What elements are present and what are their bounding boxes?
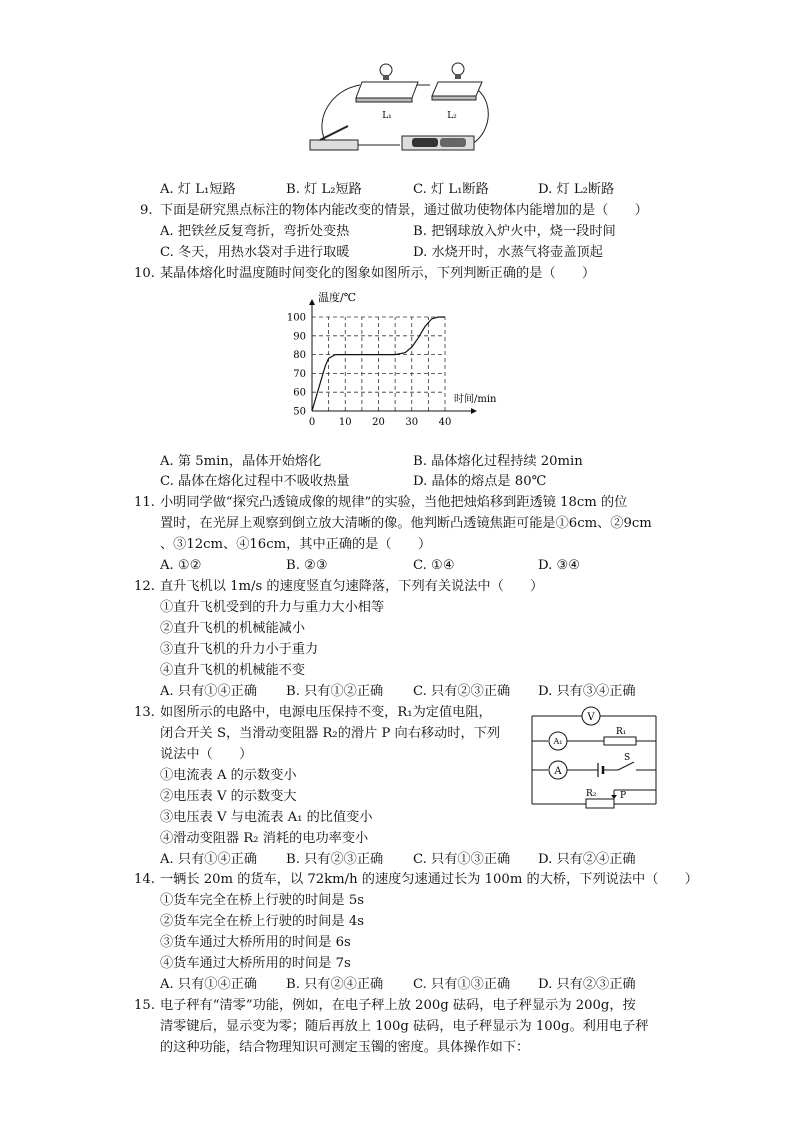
q13-option-a: A. 只有①④正确 [160, 852, 258, 867]
q10-option-c: C. 晶体在熔化过程中不吸收热量 [160, 474, 350, 489]
melting-temperature-chart [282, 285, 514, 435]
svg-text:A: A [554, 766, 562, 777]
x-axis-arrow-icon [471, 408, 477, 414]
q10-option-b: B. 晶体熔化过程持续 20min [413, 454, 583, 469]
x-tick-label-20: 20 [372, 417, 385, 428]
q12-item-4: ④直升飞机的机械能不变 [160, 663, 306, 678]
q11-option-a: A. ①② [160, 558, 202, 573]
q10-option-a: A. 第 5min，晶体开始熔化 [160, 454, 322, 469]
svg-text:R₁: R₁ [616, 727, 627, 737]
q10-stem: 某晶体熔化时温度随时间变化的图象如图所示，下列判断正确的是（ ） [160, 266, 596, 281]
chart-grid [312, 317, 445, 411]
label-l1: L₁ [382, 111, 392, 121]
y-tick-label-60: 60 [293, 387, 306, 399]
q8-option-d: D. 灯 L₂断路 [538, 182, 615, 197]
q14-item-4: ④货车通过大桥所用的时间是 7s [160, 956, 351, 971]
q11-number: 11. [134, 495, 155, 510]
lamp-l1-icon [380, 64, 392, 76]
q12-item-3: ③直升飞机的升力小于重力 [160, 642, 319, 657]
q12-option-c: C. 只有②③正确 [413, 684, 511, 699]
y-tick-label-90: 90 [293, 331, 306, 343]
switch-s-icon [618, 762, 634, 770]
chart-axes [309, 299, 477, 414]
q9-option-c: C. 冬天，用热水袋对手进行取暖 [160, 245, 350, 260]
x-axis-label: 时间/min [454, 394, 497, 405]
svg-text:V: V [587, 712, 595, 723]
q8-circuit-figure [300, 60, 500, 160]
label-l2: L₂ [447, 111, 457, 121]
lamp-l2-icon [452, 63, 464, 75]
q13-line-1: 如图所示的电路中，电源电压保持不变，R₁为定值电阻， [160, 705, 492, 720]
q9-stem: 下面是研究黑点标注的物体内能改变的情景，通过做功使物体内能增加的是（ ） [160, 203, 648, 218]
q11-option-b: B. ②③ [286, 558, 328, 573]
y-tick-label-100: 100 [286, 312, 306, 324]
x-tick-label-40: 40 [438, 417, 452, 428]
q13-item-2: ②电压表 V 的示数变大 [160, 789, 297, 804]
svg-text:R₂: R₂ [586, 789, 597, 799]
svg-text:A₁: A₁ [553, 737, 563, 746]
q11-option-c: C. ①④ [413, 558, 455, 573]
q13-option-d: D. 只有②④正确 [538, 852, 636, 867]
q15-line-3: 的这种功能，结合物理知识可测定玉镯的密度。具体操作如下： [160, 1040, 530, 1055]
q8-option-b: B. 灯 L₂短路 [286, 182, 362, 197]
x-tick-label-0: 0 [308, 417, 316, 428]
q10-number: 10. [134, 266, 155, 281]
q12-number: 12. [134, 579, 155, 594]
q9-option-a: A. 把铁丝反复弯折，弯折处变热 [160, 224, 350, 239]
x-tick-label-10: 10 [338, 417, 352, 428]
q12-option-d: D. 只有③④正确 [538, 684, 636, 699]
y-axis-label: 温度/℃ [318, 291, 357, 304]
q15-line-1: 电子秤有“清零”功能，例如，在电子秤上放 200g 砝码，电子秤显示为 200g，按 [160, 998, 636, 1013]
svg-text:S: S [624, 753, 631, 763]
q12-option-b: B. 只有①②正确 [286, 684, 384, 699]
q13-option-b: B. 只有②③正确 [286, 852, 384, 867]
q14-item-1: ①货车完全在桥上行驶的时间是 5s [160, 893, 364, 908]
q12-option-a: A. 只有①④正确 [160, 684, 258, 699]
q14-option-d: D. 只有②③正确 [538, 977, 636, 992]
y-axis-arrow-icon [309, 299, 315, 305]
svg-text:P: P [620, 791, 627, 801]
q10-option-d: D. 晶体的熔点是 80℃ [413, 474, 547, 489]
q11-line-3: 、③12cm、④16cm，其中正确的是（ ） [160, 537, 432, 552]
resistor-r1-icon [604, 737, 636, 745]
q8-option-c: C. 灯 L₁断路 [413, 182, 489, 197]
q13-line-3: 说法中（ ） [160, 747, 253, 762]
q11-line-1: 小明同学做“探究凸透镜成像的规律”的实验，当他把烛焰移到距透镜 18cm 的位 [160, 495, 628, 510]
y-tick-label-50: 50 [293, 406, 306, 418]
q12-stem: 直升飞机以 1m/s 的速度竖直匀速降落，下列有关说法中（ ） [160, 579, 544, 594]
q14-item-3: ③货车通过大桥所用的时间是 6s [160, 935, 351, 950]
q14-option-c: C. 只有①③正确 [413, 977, 511, 992]
q12-item-2: ②直升飞机的机械能减小 [160, 621, 306, 636]
q14-item-2: ②货车完全在桥上行驶的时间是 4s [160, 914, 364, 929]
q9-option-d: D. 水烧开时，水蒸气将壶盖顶起 [413, 245, 603, 260]
switch-icon [310, 140, 358, 150]
q13-item-1: ①电流表 A 的示数变小 [160, 768, 297, 783]
q14-stem: 一辆长 20m 的货车，以 72km/h 的速度匀速通过长为 100m 的大桥，下列说法中（ ） [160, 872, 698, 887]
q13-number: 13. [134, 705, 155, 720]
q13-item-4: ④滑动变阻器 R₂ 消耗的电功率变小 [160, 831, 369, 846]
q13-option-c: C. 只有①③正确 [413, 852, 511, 867]
q15-line-2: 清零键后，显示变为零；随后再放上 100g 砝码，电子秤显示为 100g。利用电子秤 [160, 1019, 649, 1034]
rheostat-r2-icon [586, 799, 614, 808]
y-tick-label-70: 70 [293, 368, 306, 380]
q13-item-3: ③电压表 V 与电流表 A₁ 的比值变小 [160, 810, 373, 825]
y-tick-label-80: 80 [293, 350, 306, 362]
q15-number: 15. [134, 998, 155, 1013]
q14-option-b: B. 只有②④正确 [286, 977, 384, 992]
q13-circuit-figure [528, 706, 662, 810]
x-tick-label-30: 30 [405, 417, 419, 428]
q11-line-2: 置时，在光屏上观察到倒立放大清晰的像。他判断凸透镜焦距可能是①6cm、②9cm [160, 516, 652, 531]
q9-number: 9. [140, 203, 153, 218]
q8-option-a: A. 灯 L₁短路 [160, 182, 236, 197]
q11-option-d: D. ③④ [538, 558, 581, 573]
q9-option-b: B. 把钢球放入炉火中，烧一段时间 [413, 224, 616, 239]
q13-line-2: 闭合开关 S，当滑动变阻器 R₂的滑片 P 向右移动时，下列 [160, 726, 501, 741]
q14-option-a: A. 只有①④正确 [160, 977, 258, 992]
q12-item-1: ①直升飞机受到的升力与重力大小相等 [160, 600, 385, 615]
q14-number: 14. [134, 872, 155, 887]
